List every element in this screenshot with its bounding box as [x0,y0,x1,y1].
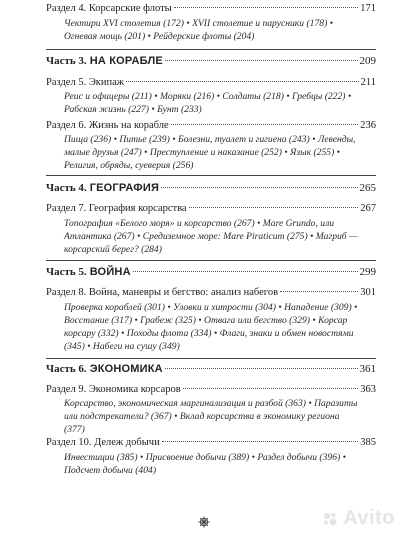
page-number: 385 [360,437,376,448]
leader-dots [165,60,358,61]
toc-entry-section-7 [46,203,376,214]
leader-dots [162,441,359,442]
page-number: 171 [360,3,376,14]
watermark-text: Avito [343,507,395,529]
toc-entry-part-5 [46,266,376,278]
section-title: Раздел 5. Экипаж [46,77,125,88]
toc-entry-part-4 [46,182,376,194]
section-title: Раздел 6. Жизнь на корабле [46,120,169,131]
leader-dots [171,124,359,125]
divider [46,358,376,359]
section-subtopics: Чектири XVI столетия (172) • XVII столетие и парусники (178) • Огневая мощь (201) • Рейдерские флоты (204) [64,18,334,42]
section-subtopics: Реис и офицеры (211) • Моряки (216) • Солдаты (218) • Гребцы (222) • Рабская жизнь (227) • Бунт (233) [64,91,352,115]
watermark [322,507,395,530]
page-number: 265 [359,182,376,194]
leader-dots [161,187,357,188]
leader-dots [183,388,359,389]
toc-entry-section-8 [46,287,376,298]
section-subtopics: Инвестиции (385) • Присвоение добычи (389) • Раздел добычи (396) • Подсчет добычи (404) [64,452,346,476]
page-number: 236 [360,120,376,131]
section-title: Раздел 7. География корсарства [46,203,187,214]
leader-dots [189,207,359,208]
toc-entry-section-9 [46,384,376,395]
leader-dots [280,291,358,292]
section-subtopics: Пища (236) • Питье (239) • Болезни, туалет и гигиена (243) • Левенды, малые друзья (247) • Преступление и наказание (252) • Язык (255) • Религия, обряды, суеверия (256) [64,134,356,171]
part-name: НА КОРАБЛЕ [89,55,163,67]
toc-entry-part-6 [46,363,376,375]
part-label: Часть 6. [46,363,87,375]
page-number: 209 [359,55,376,67]
section-title: Раздел 10. Дележ добычи [46,437,160,448]
part-label: Часть 5. [46,266,87,278]
toc-entry-section-6 [46,120,376,131]
ships-wheel-icon [198,516,210,528]
section-subtopics: Топография «Белого моря» и корсарство (267) • Mare Grundo, или Атлантика (267) • Средиземное море: Mare Piraticum (275) • Магриб — корсарский берег? (284) [64,218,358,255]
page-number: 299 [359,266,376,278]
part-name: ВОЙНА [89,266,131,278]
toc-entry-part-3 [46,55,376,67]
leader-dots [133,271,358,272]
page-number: 301 [360,287,376,298]
part-label: Часть 3. [46,55,87,67]
page-number: 361 [359,363,376,375]
toc-entry-section-4 [46,3,376,14]
part-name: ГЕОГРАФИЯ [89,182,160,194]
leader-dots [174,7,359,8]
toc-entry-section-10 [46,437,376,448]
page-number: 363 [360,384,376,395]
section-subtopics: Корсарство, экономическая маргинализация и разбой (363) • Паразиты или подстрекатели? (367) • Вклад корсарства в экономику региона (377) [64,398,358,435]
part-label: Часть 4. [46,182,87,194]
divider [46,49,376,50]
page-number: 211 [360,77,376,88]
leader-dots [165,368,358,369]
leader-dots [126,81,359,82]
section-title: Раздел 4. Корсарские флоты [46,3,172,14]
section-title: Раздел 8. Война, маневры и бегство: анализ набегов [46,287,279,298]
page-number: 267 [360,203,376,214]
part-name: ЭКОНОМИКА [89,363,163,375]
section-subtopics: Проверка кораблей (301) • Уловки и хитрости (304) • Нападение (309) • Восстание (317) • Грабеж (325) • Отвага или бегство (329) • Корсар корсару (332) • Походы флота (334) • Флаги, знаки и обмен новостями (345) • Набеги на сушу (349) [64,302,358,352]
section-title: Раздел 9. Экономика корсаров [46,384,181,395]
avito-logo-icon [322,511,338,527]
divider [46,260,376,261]
divider [46,175,376,176]
toc-entry-section-5 [46,77,376,88]
